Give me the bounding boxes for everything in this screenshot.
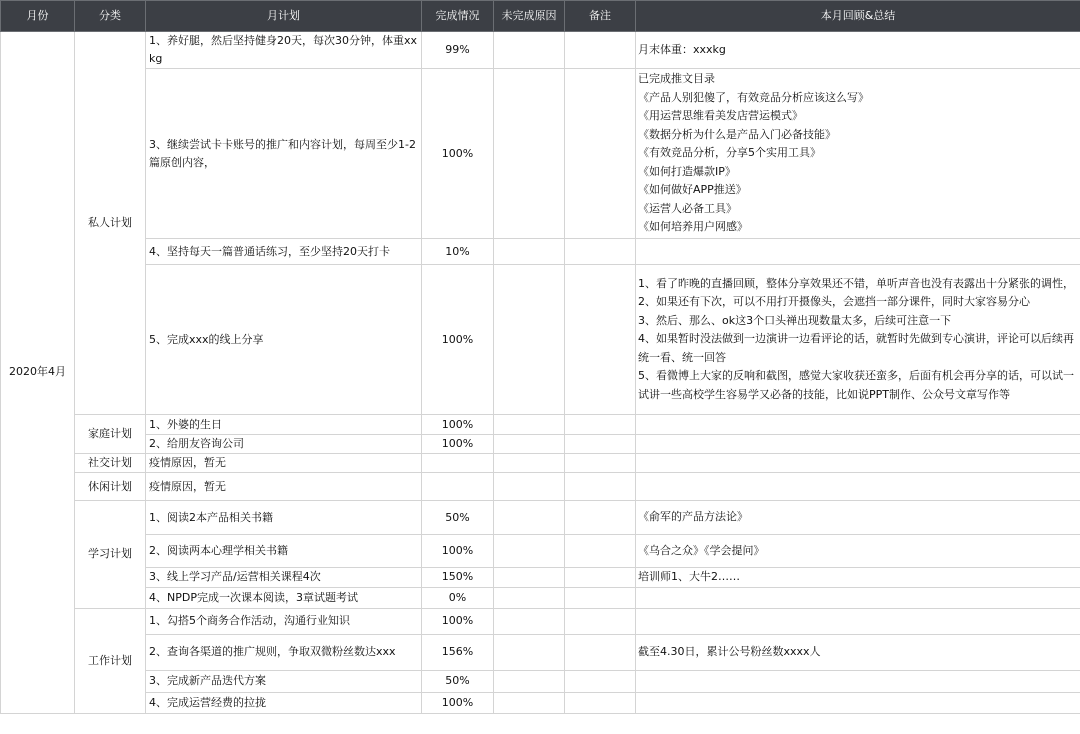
review-cell[interactable] bbox=[636, 265, 1080, 415]
header-month: 月份 bbox=[1, 1, 75, 32]
review-line: 5、看微博上大家的反响和截图，感觉大家收获还蛮多，后面有机会再分享的话，可以试一试讲一些高校学生容易学又必备的技能，比如说PPT制作、公众号文章写作等 bbox=[638, 369, 1074, 401]
review-cell[interactable] bbox=[636, 670, 1080, 692]
header-row bbox=[1, 1, 1080, 32]
table-row bbox=[1, 501, 1080, 535]
review-line: 《如何做好APP推送》 bbox=[638, 183, 747, 197]
review-line: 2、如果还有下次，可以不用打开摄像头，会遮挡一部分课件，同时大家容易分心 bbox=[638, 295, 1030, 309]
completion-cell[interactable]: 0% bbox=[422, 587, 494, 608]
completion-cell[interactable]: 100% bbox=[422, 535, 494, 568]
review-cell[interactable] bbox=[636, 239, 1080, 265]
completion-cell[interactable]: 100% bbox=[422, 265, 494, 415]
notes-cell[interactable] bbox=[565, 69, 636, 239]
completion-cell[interactable]: 150% bbox=[422, 568, 494, 588]
table-row bbox=[1, 473, 1080, 501]
review-line: 截至4.30日，累计公号粉丝数xxxx人 bbox=[638, 644, 821, 658]
completion-cell[interactable]: 100% bbox=[422, 415, 494, 435]
plan-cell[interactable]: 4、完成运营经费的拉拢 bbox=[146, 692, 422, 713]
reason-cell[interactable] bbox=[494, 32, 565, 69]
review-cell[interactable] bbox=[636, 692, 1080, 713]
month-cell[interactable]: 2020年4月 bbox=[1, 32, 75, 714]
table-row bbox=[1, 265, 1080, 415]
review-cell[interactable] bbox=[636, 568, 1080, 588]
review-cell[interactable] bbox=[636, 535, 1080, 568]
notes-cell[interactable] bbox=[565, 501, 636, 535]
completion-cell[interactable] bbox=[422, 473, 494, 501]
table-row bbox=[1, 692, 1080, 713]
table-row bbox=[1, 568, 1080, 588]
category-cell-personal[interactable]: 私人计划 bbox=[75, 32, 146, 415]
review-line: 《有效竞品分析，分享5个实用工具》 bbox=[638, 146, 821, 160]
review-line: 培训师1、大牛2…… bbox=[638, 570, 740, 583]
plan-cell[interactable]: 1、养好腿，然后坚持健身20天，每次30分钟，体重xxkg bbox=[146, 32, 422, 69]
notes-cell[interactable] bbox=[565, 239, 636, 265]
plan-cell[interactable]: 2、查询各渠道的推广规则，争取双微粉丝数达xxx bbox=[146, 634, 422, 670]
plan-cell[interactable]: 1、勾搭5个商务合作活动，沟通行业知识 bbox=[146, 608, 422, 634]
reason-cell[interactable] bbox=[494, 239, 565, 265]
table-row bbox=[1, 415, 1080, 435]
header-reason: 未完成原因 bbox=[494, 1, 565, 32]
plan-cell[interactable]: 疫情原因，暂无 bbox=[146, 473, 422, 501]
review-cell[interactable] bbox=[636, 634, 1080, 670]
table-row bbox=[1, 69, 1080, 239]
completion-cell[interactable]: 156% bbox=[422, 634, 494, 670]
completion-cell[interactable]: 10% bbox=[422, 239, 494, 265]
header-category: 分类 bbox=[75, 1, 146, 32]
review-line: 1、看了昨晚的直播回顾，整体分享效果还不错，单听声音也没有表露出十分紧张的调性， bbox=[638, 276, 1074, 290]
notes-cell[interactable] bbox=[565, 587, 636, 608]
table-body bbox=[1, 32, 1080, 714]
category-cell-social[interactable]: 社交计划 bbox=[75, 454, 146, 473]
review-line: 3、然后、那么、ok这3个口头禅出现数量太多，后续可注意一下 bbox=[638, 313, 952, 327]
table-row bbox=[1, 587, 1080, 608]
table-row bbox=[1, 32, 1080, 69]
review-cell[interactable] bbox=[636, 454, 1080, 473]
review-line: 《俞军的产品方法论》 bbox=[638, 510, 748, 524]
review-cell[interactable] bbox=[636, 501, 1080, 535]
reason-cell[interactable] bbox=[494, 692, 565, 713]
plan-cell[interactable]: 3、线上学习产品/运营相关课程4次 bbox=[146, 568, 422, 588]
plan-cell[interactable]: 4、NPDP完成一次课本阅读，3章试题考试 bbox=[146, 587, 422, 608]
reason-cell[interactable] bbox=[494, 501, 565, 535]
notes-cell[interactable] bbox=[565, 535, 636, 568]
completion-cell[interactable]: 100% bbox=[422, 692, 494, 713]
notes-cell[interactable] bbox=[565, 415, 636, 435]
plan-cell[interactable]: 1、外婆的生日 bbox=[146, 415, 422, 435]
completion-cell[interactable]: 100% bbox=[422, 435, 494, 454]
review-cell[interactable] bbox=[636, 435, 1080, 454]
plan-cell[interactable]: 4、坚持每天一篇普通话练习，至少坚持20天打卡 bbox=[146, 239, 422, 265]
category-cell-leisure[interactable]: 休闲计划 bbox=[75, 473, 146, 501]
plan-cell[interactable]: 2、阅读两本心理学相关书籍 bbox=[146, 535, 422, 568]
review-line: 《如何培养用户网感》 bbox=[638, 220, 748, 234]
reason-cell[interactable] bbox=[494, 670, 565, 692]
review-cell[interactable] bbox=[636, 69, 1080, 239]
notes-cell[interactable] bbox=[565, 473, 636, 501]
reason-cell[interactable] bbox=[494, 415, 565, 435]
review-line: 《运营人必备工具》 bbox=[638, 201, 737, 215]
review-line: 《如何打造爆款IP》 bbox=[638, 164, 736, 178]
notes-cell[interactable] bbox=[565, 454, 636, 473]
reason-cell[interactable] bbox=[494, 454, 565, 473]
review-line: 已完成推文目录 bbox=[638, 72, 715, 86]
header-review: 本月回顾&总结 bbox=[636, 1, 1080, 32]
header-completion: 完成情况 bbox=[422, 1, 494, 32]
table-row bbox=[1, 608, 1080, 634]
category-cell-family[interactable]: 家庭计划 bbox=[75, 415, 146, 454]
review-line: 《数据分析为什么是产品入门必备技能》 bbox=[638, 127, 836, 141]
notes-cell[interactable] bbox=[565, 692, 636, 713]
review-line: 《产品人别犯傻了，有效竞品分析应该这么写》 bbox=[638, 90, 869, 104]
header-plan: 月计划 bbox=[146, 1, 422, 32]
review-cell[interactable] bbox=[636, 608, 1080, 634]
table-row bbox=[1, 454, 1080, 473]
notes-cell[interactable] bbox=[565, 568, 636, 588]
review-cell[interactable] bbox=[636, 415, 1080, 435]
reason-cell[interactable] bbox=[494, 435, 565, 454]
notes-cell[interactable] bbox=[565, 670, 636, 692]
table-row bbox=[1, 634, 1080, 670]
review-cell[interactable] bbox=[636, 32, 1080, 69]
review-line: 4、如果暂时没法做到一边演讲一边看评论的话，就暂时先做到专心演讲，评论可以后续再统一看、统一回答 bbox=[638, 332, 1074, 364]
table-row bbox=[1, 535, 1080, 568]
notes-cell[interactable] bbox=[565, 265, 636, 415]
reason-cell[interactable] bbox=[494, 568, 565, 588]
reason-cell[interactable] bbox=[494, 535, 565, 568]
plan-cell[interactable]: 5、完成xxx的线上分享 bbox=[146, 265, 422, 415]
reason-cell[interactable] bbox=[494, 608, 565, 634]
table-row bbox=[1, 670, 1080, 692]
review-line: 《用运营思维看美发店营运模式》 bbox=[638, 109, 803, 123]
notes-cell[interactable] bbox=[565, 435, 636, 454]
reason-cell[interactable] bbox=[494, 69, 565, 239]
completion-cell[interactable]: 100% bbox=[422, 608, 494, 634]
notes-cell[interactable] bbox=[565, 634, 636, 670]
completion-cell[interactable]: 50% bbox=[422, 670, 494, 692]
plan-cell[interactable]: 3、完成新产品迭代方案 bbox=[146, 670, 422, 692]
reason-cell[interactable] bbox=[494, 473, 565, 501]
table-row bbox=[1, 435, 1080, 454]
completion-cell[interactable] bbox=[422, 454, 494, 473]
notes-cell[interactable] bbox=[565, 608, 636, 634]
reason-cell[interactable] bbox=[494, 634, 565, 670]
reason-cell[interactable] bbox=[494, 587, 565, 608]
review-cell[interactable] bbox=[636, 587, 1080, 608]
plan-cell[interactable]: 2、给朋友咨询公司 bbox=[146, 435, 422, 454]
plan-cell[interactable]: 疫情原因，暂无 bbox=[146, 454, 422, 473]
completion-cell[interactable]: 50% bbox=[422, 501, 494, 535]
category-cell-work[interactable]: 工作计划 bbox=[75, 608, 146, 713]
completion-cell[interactable]: 99% bbox=[422, 32, 494, 69]
category-cell-study[interactable]: 学习计划 bbox=[75, 501, 146, 609]
table-row bbox=[1, 239, 1080, 265]
notes-cell[interactable] bbox=[565, 32, 636, 69]
review-cell[interactable] bbox=[636, 473, 1080, 501]
review-line: 《乌合之众》《学会提问》 bbox=[638, 543, 765, 557]
plan-cell[interactable]: 1、阅读2本产品相关书籍 bbox=[146, 501, 422, 535]
header-notes: 备注 bbox=[565, 1, 636, 32]
reason-cell[interactable] bbox=[494, 265, 565, 415]
completion-cell[interactable]: 100% bbox=[422, 69, 494, 239]
plan-cell[interactable]: 3、继续尝试卡卡账号的推广和内容计划，每周至少1-2篇原创内容， bbox=[146, 69, 422, 239]
review-line: 月末体重：xxxkg bbox=[638, 42, 726, 56]
